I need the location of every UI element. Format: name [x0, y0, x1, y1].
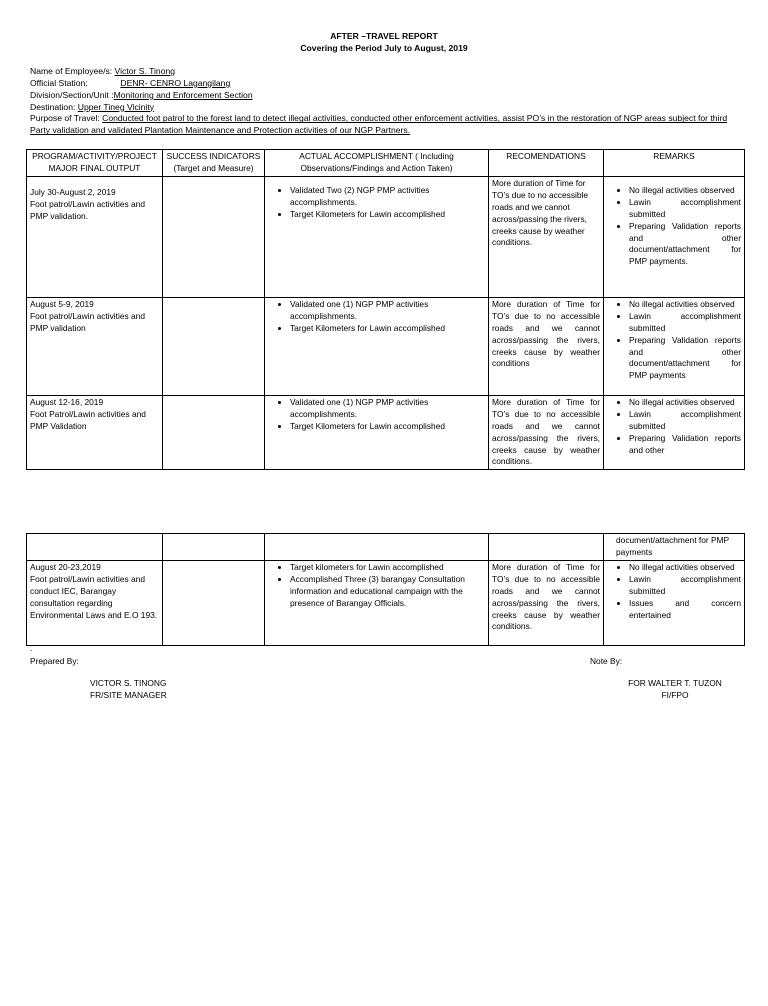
division-row	[30, 90, 742, 102]
noted-title: FI/FPO	[661, 689, 689, 700]
accomplishment-item: • Target Kilometers for Lawin accomplished	[290, 421, 485, 433]
accomplishment-cell	[265, 176, 489, 297]
report-title-block	[0, 30, 768, 54]
accomplishment-item: • Validated one (1) NGP PMP activities accomplishments.	[290, 397, 485, 421]
recommendation-cell: More duration of Time for TO’s due to no accessible roads and we cannot across/passing the rivers, creeks cause by weather conditions.	[489, 395, 604, 470]
destination-label: Destination:	[30, 101, 76, 112]
destination-row	[30, 102, 742, 114]
program-cell	[27, 176, 163, 297]
accomplishment-cell	[265, 534, 489, 561]
remark-item: • No illegal activities observed	[629, 397, 741, 409]
accomplishment-cell	[265, 297, 489, 395]
header-accomplishment: ACTUAL ACCOMPLISHMENT ( Including Observations/Findings and Action Taken)	[265, 150, 489, 177]
noted-name: FOR WALTER T. TUZON	[628, 678, 722, 688]
remarks-cell	[604, 297, 745, 395]
remark-item: • Preparing Validation reports and other document/attachment for PMP payments.	[629, 221, 741, 269]
prepared-signatory	[90, 678, 167, 702]
accomplishment-item: • Target kilometers for Lawin accomplished	[290, 562, 485, 574]
station-label: Official Station:	[30, 77, 88, 88]
indicators-cell	[163, 176, 265, 297]
recommendation-cell: More duration of Time for TO’s due to no accessible roads and we cannot across/passing the rivers, creeks cause by weather conditions	[489, 297, 604, 395]
program-text: Foot patrol/Lawin activities and PMP validation.	[30, 198, 145, 221]
remarks-cell	[604, 395, 745, 470]
purpose-row	[30, 113, 742, 137]
program-cell	[27, 534, 163, 561]
accomplishment-cell	[265, 395, 489, 470]
division-label: Division/Section/Unit :	[30, 89, 114, 100]
program-date: August 12-16, 2019	[30, 396, 104, 407]
program-cell	[27, 395, 163, 470]
remark-item: • Lawin accomplishment submitted	[629, 574, 741, 598]
report-title: AFTER –TRAVEL REPORT	[330, 31, 438, 41]
accomplishment-cell	[265, 560, 489, 645]
destination-value: Upper Tineg Vicinity	[77, 101, 155, 112]
accomplishment-item: • Target Kilometers for Lawin accomplished	[290, 209, 485, 221]
program-date: August 5-9, 2019	[30, 298, 94, 309]
table-header-row	[27, 150, 745, 177]
remarks-cell	[604, 560, 745, 645]
recommendation-cell: More duration of Time for TO’s due to no accessible roads and we cannot across/passing the rivers, creeks cause by weather conditions.	[489, 560, 604, 645]
accomplishment-item: • Validated Two (2) NGP PMP activities accomplishments.	[290, 185, 485, 209]
report-subtitle: Covering the Period July to August, 2019	[300, 43, 468, 54]
name-row	[30, 66, 742, 78]
header-remarks: REMARKS	[604, 150, 745, 177]
table-row	[27, 395, 745, 470]
table-row	[27, 560, 745, 645]
remark-continuation: document/attachment for PMP payments	[616, 535, 729, 557]
remarks-cell	[604, 176, 745, 297]
program-cell	[27, 560, 163, 645]
indicators-cell	[163, 297, 265, 395]
remark-item: • No illegal activities observed	[629, 185, 741, 197]
employee-info	[30, 66, 742, 137]
noted-signatory	[600, 678, 750, 702]
remark-item: • Preparing Validation reports and other document/attachment for PMP payments	[629, 335, 741, 383]
remarks-cell	[604, 534, 745, 561]
purpose-label: Purpose of Travel:	[30, 113, 100, 124]
header-recommendations: RECOMENDATIONS	[489, 150, 604, 177]
purpose-value: Conducted foot patrol to the forest land to detect illegal activities, conducted other enforcement activities, assist PO’s in the restoration of NGP areas subject for third Party validation and validated Plantation Maintenance and Protection activities of our NGP Partners.	[30, 113, 728, 136]
accomplishment-item: • Target Kilometers for Lawin accomplished	[290, 323, 485, 335]
accomplishment-table-continued	[26, 533, 745, 646]
prepared-name: VICTOR S. TINONG	[90, 678, 167, 688]
program-text: Foot patrol/Lawin activities and PMP validation	[30, 310, 145, 333]
noted-by-label: Note By:	[590, 656, 623, 666]
accomplishment-table	[26, 149, 745, 470]
name-value: Victor S. Tinong	[114, 66, 176, 76]
remark-item: • Lawin accomplishment submitted	[629, 409, 741, 433]
remark-item: • Lawin accomplishment submitted	[629, 197, 741, 221]
accomplishment-item: • Validated one (1) NGP PMP activities accomplishments.	[290, 299, 485, 323]
table-row	[27, 297, 745, 395]
indicators-cell	[163, 560, 265, 645]
remark-item: • No illegal activities observed	[629, 562, 741, 574]
program-date: July 30-August 2, 2019	[30, 186, 116, 197]
program-text: Foot Patrol/Lawin activities and PMP Validation	[30, 408, 146, 431]
indicators-cell	[163, 395, 265, 470]
accomplishment-item: • Accomplished Three (3) barangay Consultation information and educational campaign with the presence of Barangay Officials.	[290, 574, 485, 610]
prepared-by-label: Prepared By:	[30, 656, 79, 666]
header-indicators: SUCCESS INDICATORS (Target and Measure)	[163, 150, 265, 177]
remark-item: • Issues and concern entertained	[629, 598, 741, 622]
program-cell	[27, 297, 163, 395]
stray-dot: .	[30, 643, 33, 653]
remark-item: • Lawin accomplishment submitted	[629, 311, 741, 335]
prepared-title: FR/SITE MANAGER	[90, 689, 167, 700]
recommendation-cell	[489, 534, 604, 561]
remark-item: • Preparing Validation reports and other	[629, 433, 741, 457]
indicators-cell	[163, 534, 265, 561]
header-program: PROGRAM/ACTIVITY/PROJECT MAJOR FINAL OUTPUT	[27, 150, 163, 177]
table-row	[27, 176, 745, 297]
program-date: August 20-23,2019	[30, 561, 101, 572]
table-row-continued	[27, 534, 745, 561]
program-text: Foot patrol/Lawin activities and conduct IEC, Barangay consultation regarding Environmental Laws and E.O 193.	[30, 573, 158, 620]
station-value: DENR- CENRO Lagangilang	[120, 77, 231, 88]
station-row	[30, 78, 742, 90]
remark-item: • No illegal activities observed	[629, 299, 741, 311]
recommendation-cell: More duration of Time for TO’s due to no accessible roads and we cannot across/passing the rivers, creeks cause by weather conditions.	[489, 176, 604, 297]
division-value: Monitoring and Enforcement Section	[113, 89, 253, 100]
name-label: Name of Employee/s:	[30, 66, 113, 76]
